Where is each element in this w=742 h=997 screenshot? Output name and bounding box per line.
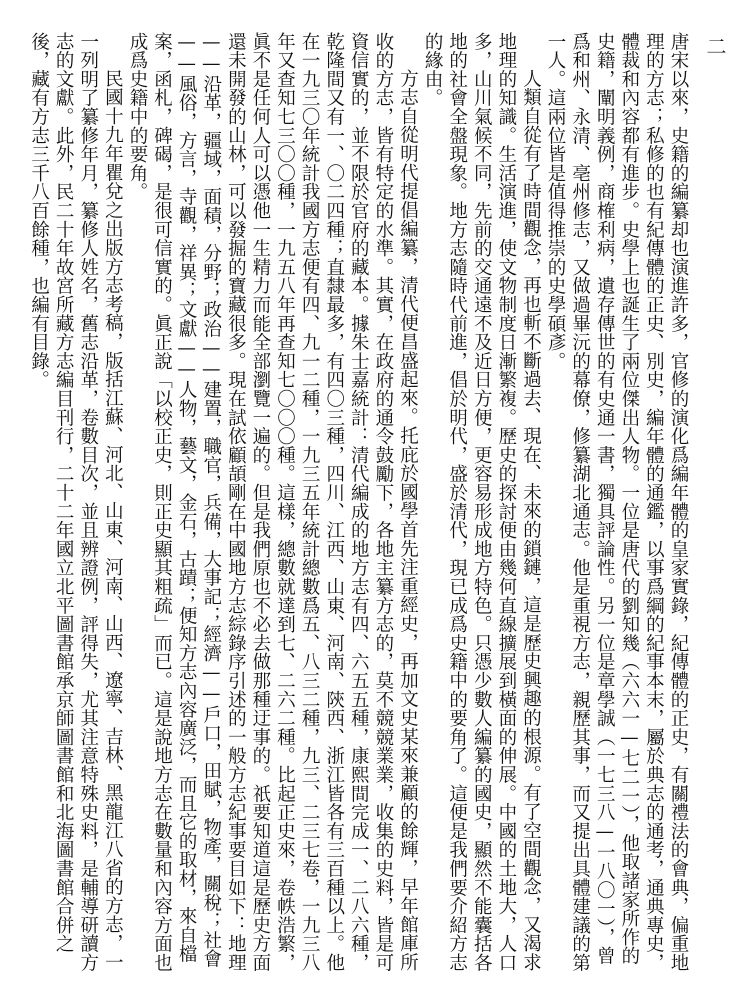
page-number: 二 bbox=[703, 36, 727, 56]
body-text bbox=[10, 32, 690, 972]
paragraph-2: 人類自從有了時間觀念，再也斬不斷過去、現在、未來的鎖鏈，這是歷史興趣的根源。有了空間觀念，又渴求地理的知識。生活演進，使文物制度日漸繁複。歷史的探討便由幾何直線擴展到橫面的伸展。中國的土地大，人口多，山川氣候不同，先前的交通遠不及近日方便，更容易形成地方特色。只憑少數人編纂的國史，顯然不能囊括各地的社會全盤現象。地方志隨時代前進，倡於明代，盛於清代，現已成爲史籍中的要角了。這便是我們要介紹方志的緣由。 bbox=[422, 32, 542, 972]
paragraph-1: 唐宋以來，史籍的編纂却也演進許多，官修的演化爲編年體的皇家實錄，紀傳體的正史，有關禮法的會典，偏重地理的方志；私修的也有紀傳體的正史、別史，編年體的通鑑，以事爲綱的紀事本末，屬於典志的通考，通典專史，體裁和內容都有進步。史學上也誕生了兩位傑出人物。一位是唐代的劉知幾（六六一—七二一），他取諸家所作的史籍，闡明義例，商榷利病，遺存傳世的有史通一書，獨具評論性。另一位是章學誠（一七三八—一八〇一），曾爲和州、永清、亳州修志，又做過畢沅的幕僚，修纂湖北通志。他是重視方志，親歷其事，而又提出具體建議的第一人。這兩位皆是值得推崇的史學碩彥。 bbox=[545, 32, 689, 972]
paragraph-3: 方志自從明代提倡編纂，清代便昌盛起來。托庇於國學首先注重經史，再加文史某來兼顧的餘輝，早年館庫所收的方志，皆有特定的水準。其實，在政府的通令鼓勵下，各地主纂方志的，莫不競競業業，收集的史料，皆是可資信實的，並不限於官府的藏本。據朱士嘉統計：清代編成的地方志有四、六五五種，康熙間完成一、二八六種，乾隆間又有一、〇二四種；直隸最多，有四〇三種，四川、江西、山東、河南、陝西、浙江皆各有三百種以上。他在一九三〇年統計我國方志便有四、九一二種，一九三五年統計總數爲五、八三二種，九三、二三七卷，一九三八年又查知七三〇〇種，一九五八年再查知七〇〇〇種。這樣，總數就達到七、二六二種。比起正史來，卷帙浩繁，眞不是任何人可以憑他一生精力而能全部瀏覽一遍的。但是我們原也不必去做那種迂事的。祇要知道這是歷史方面還未開發的山林，可以發掘的寶藏很多。現在試依顧頡剛在中國地方志綜錄序引述的一般方志紀事要目如下：地理——沿革，疆域，面積，分野；政治——建置，職官，兵備，大事記；經濟——戶口，田賦，物產，關稅；社會——風俗，方言，寺觀，祥異；文獻——人物，藝文，金石，古蹟；便知方志內容廣泛，而且它的取材，來自檔案，函札，碑碣，是很可信實的。眞正說「以校正史，則正史顯其粗疏」而已。這是說地方志在數量和內容方面也成爲史籍中的要角。 bbox=[126, 32, 419, 972]
paragraph-4: 民國十九年瞿兌之出版方志考稿，版括江蘇、河北、山東、河南、山西、遼寧、吉林、黑龍江八省的方志，一一列明了纂修年月，纂修人姓名，舊志沿革，卷數目次，並且辨證例，評得失，尤其注意特殊史料，是輔導研讀方志的文獻。此外，民二十年故宮所藏方志編目刊行，二十二年國立北平圖書館承京師圖書館和北海圖書館合併之後，藏有方志三千八百餘種，也編有目錄。 bbox=[28, 32, 124, 972]
